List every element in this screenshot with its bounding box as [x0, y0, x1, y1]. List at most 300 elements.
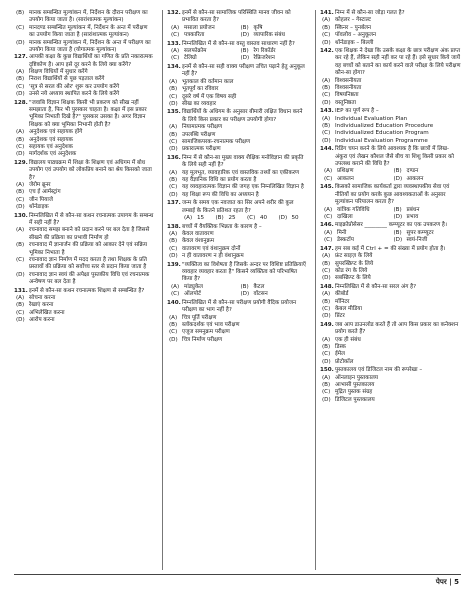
option-text: फ्रंट साइज़ के लिये — [335, 253, 373, 260]
question-block — [320, 146, 461, 183]
option-letter: (D) — [16, 91, 25, 98]
answer-option — [14, 25, 155, 40]
question-text: पुस्तकालय एवं डिजिटल नाम की रूपरेखा – — [335, 367, 423, 374]
option-text: उपलब्धि परीक्षण — [182, 131, 216, 138]
option-letter: (B) — [240, 48, 249, 55]
question-text: निम्न में से कौन-सा जोड़ा गलत है? — [335, 10, 405, 16]
answer-option — [322, 207, 392, 214]
answer-option — [167, 184, 308, 191]
answer-option — [392, 207, 462, 214]
option-grid — [320, 207, 461, 222]
option-letter: (B) — [322, 298, 331, 305]
question-text: निम्नलिखित में से कौन-सा कथन रचनात्मक उपागम के सम्बन्ध में सही नहीं है? — [29, 212, 154, 227]
option-letter: (B) — [240, 283, 249, 290]
option-text: 'सूत्र से सरल की ओर' शुरू कर उपयोग करेंगे — [29, 83, 120, 90]
question-header — [167, 300, 308, 315]
option-letter: (B) — [169, 131, 178, 138]
option-text: आकलन — [337, 175, 354, 182]
question-block — [167, 64, 308, 108]
option-letter: (B) — [393, 206, 402, 213]
option-letter: (C) — [169, 245, 178, 252]
question-text: हम सब कई में Ctrl + = की संख्या में प्रयोग होता है। — [335, 245, 446, 252]
answer-option — [169, 284, 239, 291]
option-letter: (B) — [16, 76, 25, 83]
question-block — [167, 224, 308, 261]
question-text: आपकी कक्षा के कुछ विद्यार्थियों का गणित के प्रति नकारात्मक दृष्टिकोण है। आप इसे दूर करने के लिये क्या करेंगे? — [29, 54, 153, 68]
option-text: अनुदेशक एवं सहायक होंगे — [29, 129, 83, 136]
option-text: मानक सम्बन्धित मूल्यांकन में, निर्देशन के अन्त में परीक्षण का उपयोग किया जाता है (योगात्मक मूल्यांकन) — [29, 39, 151, 53]
option-text: अनुदेशक एवं सहायक — [29, 136, 73, 143]
question-block — [320, 322, 461, 366]
answer-option — [320, 123, 461, 130]
option-letter: (D) — [322, 39, 331, 46]
answer-option — [167, 192, 308, 199]
question-header — [320, 184, 461, 206]
answer-option — [322, 230, 392, 237]
question-number: 129. — [14, 159, 28, 166]
option-text: चित्र निर्माण परीक्षण — [182, 336, 223, 343]
question-text: निम्नलिखित में से कौन-सा परीक्षण प्रयोगी वैदिक प्रयोजन परीक्षण का भाग नहीं है? — [182, 299, 297, 314]
question-number: 147. — [320, 245, 334, 252]
answer-option — [320, 375, 461, 382]
option-letter: (D) — [322, 358, 331, 365]
option-letter: (B) — [393, 168, 402, 175]
answer-option — [320, 116, 461, 123]
answer-option — [167, 253, 308, 260]
option-letter: (D) — [240, 55, 250, 62]
question-header — [320, 48, 461, 78]
option-letter: (B) — [322, 123, 331, 129]
question-number: 135. — [167, 109, 181, 116]
option-letter: (A) — [322, 77, 331, 84]
option-letter: (A) — [324, 168, 333, 175]
option-text: मिनी — [337, 229, 347, 236]
answer-option — [322, 214, 392, 221]
option-letter: (A) — [171, 48, 180, 55]
option-letter: (C) — [169, 138, 178, 145]
option-letter: (D) — [16, 271, 25, 278]
question-text: इनमें से कौन-सा कथन रचनात्मक शिक्षण से सम्बन्धित है? — [29, 287, 145, 294]
answer-option — [320, 313, 461, 320]
option-letter: (D) — [322, 275, 331, 282]
question-header — [167, 155, 308, 170]
question-header — [167, 200, 308, 215]
question-text: इनमें से कौन-सा सामाजिक परिस्थिति मानव जीवन को प्रभावित करता है? — [182, 10, 291, 24]
question-header — [14, 100, 155, 130]
question-block — [167, 300, 308, 344]
answer-option — [320, 389, 461, 396]
answer-option — [169, 32, 239, 39]
question-block — [320, 246, 461, 283]
column-divider — [162, 10, 163, 570]
answer-option — [322, 237, 392, 244]
question-text: "व्यक्तित्व का विशेषता है जिसके अन्दर पर विशिष्ट प्रतिक्रियाएँ व्यवहार व्यवहार करता है" किसने व्यक्तित्व को परिभाषित किया है? — [182, 261, 306, 283]
option-letter: (A) — [322, 115, 331, 122]
question-text: जन्म के समय एक नवजात का सिर अपने शरीर की कुल लम्बाई के कितने प्रतिशत रहता है? — [182, 200, 294, 214]
option-text: मॉनिटर — [335, 298, 350, 305]
option-letter: (B) — [322, 84, 331, 91]
option-letter: (C) — [16, 143, 25, 150]
option-text: मांड्युकेल — [184, 283, 203, 290]
option-text: ऑलपोर्ट — [184, 291, 201, 298]
option-letter: (C) — [324, 213, 333, 220]
option-letter: (D) — [322, 313, 331, 320]
option-text: भूतपूर्व का रविवार — [182, 86, 219, 93]
question-number: 134. — [167, 64, 181, 70]
option-letter: (D) — [240, 32, 250, 39]
answer-option — [167, 315, 308, 322]
column-divider — [315, 10, 316, 570]
option-letter: (B) — [169, 86, 178, 93]
option-letter: (B) — [169, 238, 178, 245]
question-number: 128. — [14, 99, 28, 106]
answer-option — [320, 275, 461, 282]
option-text: दण्डन — [406, 168, 419, 175]
question-header — [14, 288, 155, 295]
option-text: टेलिग्रो — [184, 55, 197, 62]
option-letter: (C) — [324, 237, 333, 244]
question-text: निम्नलिखित में से कौन-सा वस्तु वास्तव साधारण नहीं है? — [182, 40, 295, 47]
answer-option — [14, 137, 155, 144]
option-text: अभिलेखित करना — [29, 309, 65, 316]
answer-option — [245, 215, 277, 222]
option-text: 50 — [291, 215, 299, 222]
answer-option — [214, 215, 246, 222]
option-text: केवल वातावरण — [182, 231, 214, 237]
option-text: पत्रकारिता — [184, 32, 205, 39]
option-letter: (B) — [16, 189, 25, 196]
answer-option — [14, 91, 155, 98]
option-text: प्रभाव — [406, 213, 419, 220]
question-number: 143. — [320, 108, 334, 115]
option-letter: (D) — [16, 39, 25, 46]
option-text: रचनावाद ज्ञान स्वयं की अपेक्षा पुस्तकीय विधि एवं रचनात्मक अन्वेषण पर बल देता है — [29, 271, 150, 286]
option-text: 15 — [197, 215, 205, 222]
option-text: रचनावाद ज्ञान निर्माण में मदद करता है तथा शिक्षक के प्रति प्रस्तावों की प्रक्रिया को सर्वोच्च स्तर से प्रदान किया जाता है — [29, 256, 147, 271]
column-middle — [167, 10, 308, 345]
option-letter: (B) — [322, 344, 331, 350]
question-text: रिडिंग चयन करने के लिये आवश्यक है कि छात्रों में लिख-अंकुरा एवं लेखन कौशल जैसे बीच या शिशु किसी प्रकार को उपलब्ध कराने की विधि है? — [335, 146, 454, 168]
option-text: मानदण्ड सम्बन्धित मूल्यांकन में, निर्देशन के अन्त में परीक्षण का उपयोग किया जाता है (सारांशात्मक मूल्यांकन) — [29, 24, 148, 39]
option-letter: (D) — [16, 204, 25, 211]
option-text: विश्वसनीयता — [335, 84, 362, 91]
answer-option — [320, 32, 461, 39]
question-number: 148. — [320, 283, 334, 290]
answer-option — [167, 238, 308, 245]
question-number: 150. — [320, 367, 334, 374]
option-text: विश्वसनीयता — [335, 77, 362, 84]
question-block — [320, 222, 461, 244]
column-left — [14, 10, 155, 326]
question-block — [320, 10, 461, 47]
option-letter: (B) — [16, 136, 25, 143]
question-number: 136. — [167, 154, 181, 161]
option-letter: (C) — [322, 267, 331, 274]
answer-option — [320, 100, 461, 107]
question-text: IEP का पूर्ण रूप है – — [335, 108, 379, 115]
option-grid — [167, 215, 308, 222]
page-footer — [14, 574, 461, 589]
option-text: 40 — [260, 215, 268, 222]
option-letter: (C) — [171, 291, 180, 298]
option-letter: (D) — [169, 146, 178, 153]
option-text: शिक्षण विधियों में सुधार करेंगे — [29, 69, 88, 75]
option-text: Individual Evaluation Plan — [335, 115, 408, 122]
answer-option — [320, 359, 461, 366]
answer-option — [14, 242, 155, 257]
option-text: Individual Evaluation Programme — [335, 137, 428, 144]
question-block — [167, 41, 308, 63]
option-letter: (A) — [16, 182, 25, 188]
option-text: एच ई आर्मस्ट्रांग — [29, 189, 61, 196]
question-header — [320, 222, 461, 229]
question-block — [167, 109, 308, 153]
option-letter: (B) — [215, 215, 224, 222]
option-text: कोहलर – गेस्टाल्ट — [335, 17, 371, 24]
option-letter: (A) — [169, 231, 178, 237]
option-text: पॉवलोव – अनुकूलन — [335, 32, 377, 39]
page-number: पेपर | 5 — [435, 578, 459, 586]
question-text: इनमें से कौन-सा सही वाक्य परीक्षण उचित पढ़ाने हेतु अनुकूल नहीं है? — [182, 64, 305, 78]
answer-option — [320, 78, 461, 85]
option-text: चित्र पूर्ति परीक्षण — [182, 314, 217, 321]
question-block — [14, 54, 155, 98]
option-letter: (D) — [16, 151, 25, 158]
question-number: 141. — [320, 10, 334, 16]
option-text: कृषि — [253, 24, 263, 31]
option-letter: (A) — [184, 215, 193, 222]
option-text: मसाला प्रयोजन — [184, 24, 215, 31]
answer-option — [320, 291, 461, 298]
question-header — [167, 109, 308, 124]
option-text: नियामात्मक परीक्षण — [182, 124, 222, 131]
option-text: व्यापारिक संबंध — [253, 32, 285, 39]
answer-option — [320, 261, 461, 268]
answer-option — [239, 284, 309, 291]
answer-option — [322, 176, 392, 183]
option-text: आभासी पुस्तकालय — [335, 382, 375, 389]
option-text: उनसे नये अध्याय स्थापित करने के लिये करेंगे — [29, 91, 120, 98]
option-text: सुपर कम्प्यूटर — [406, 229, 434, 236]
question-header — [167, 224, 308, 231]
question-number: 127. — [14, 54, 28, 61]
option-letter: (B) — [16, 302, 25, 309]
option-text: रचनावाद समझ बनाने को प्रदान करने पर बल देता है जिससे सीखने की प्रक्रिया का प्रभावी निर्माण हो — [29, 227, 150, 241]
answer-option — [14, 151, 155, 158]
option-letter: (A) — [322, 253, 331, 260]
option-letter: (A) — [16, 129, 25, 136]
answer-option — [167, 329, 308, 336]
option-text: एक ही संबंध — [335, 336, 361, 343]
option-text: थॉर्नडाइक – बिल्ली — [335, 39, 374, 46]
answer-option — [14, 189, 155, 196]
option-letter: (D) — [322, 396, 331, 403]
question-header — [320, 146, 461, 168]
option-grid — [167, 48, 308, 63]
option-text: ऑनलाइन पुस्तकालय — [335, 374, 379, 381]
question-number: 139. — [167, 261, 181, 268]
answer-option — [167, 86, 308, 93]
question-number: 131. — [14, 287, 28, 294]
option-letter: (A) — [171, 283, 180, 290]
exam-page — [14, 10, 461, 570]
answer-option — [167, 94, 308, 101]
option-letter: (C) — [169, 329, 178, 336]
option-letter: (C) — [169, 93, 178, 100]
option-text: सामाजिकपरक-रचनात्मक परीक्षण — [182, 138, 251, 145]
option-text: जीन पियाजे — [29, 196, 53, 203]
question-header — [14, 54, 155, 69]
question-block — [14, 160, 155, 212]
question-header — [167, 262, 308, 284]
question-number: 146. — [320, 222, 334, 229]
column-right — [320, 10, 461, 405]
option-text: वातावरण एवं वंशानुक्रम दोनों — [182, 245, 241, 252]
option-text: सुपरस्क्रिप्ट के लिये — [335, 260, 374, 267]
answer-option — [320, 130, 461, 137]
answer-option — [182, 215, 214, 222]
question-block — [14, 288, 155, 325]
option-text: यांत्रिक गतिविधि — [337, 206, 370, 213]
answer-option — [14, 76, 155, 83]
option-letter: (C) — [16, 256, 25, 263]
option-letter: (C) — [16, 83, 25, 90]
option-text: रेखाएं करना — [29, 302, 54, 309]
option-letter: (D) — [240, 291, 250, 298]
question-number: 149. — [320, 321, 334, 328]
question-number: 145. — [320, 184, 334, 191]
option-text: आरोप करना — [29, 317, 55, 324]
question-number: 137. — [167, 200, 181, 207]
answer-option — [167, 170, 308, 177]
option-text: रेफ्रिजरेशन — [253, 55, 275, 62]
option-text: Individualized Education Program — [335, 130, 429, 137]
option-letter: (D) — [322, 99, 331, 106]
option-letter: (D) — [393, 175, 403, 182]
option-letter: (A) — [322, 291, 331, 298]
option-text: सोचना करना — [29, 295, 56, 301]
option-letter: (C) — [322, 389, 331, 396]
answer-option — [320, 253, 461, 260]
option-text: केवल वंशानुक्रम — [182, 238, 215, 245]
option-letter: (D) — [169, 253, 178, 260]
question-text: माइक्रोप्रोसेसर ________ कम्प्यूटर का एक उपकरण है। — [335, 222, 448, 229]
option-letter: (A) — [16, 69, 25, 75]
option-letter: (D) — [169, 191, 178, 198]
answer-option — [167, 101, 308, 108]
option-letter: (C) — [322, 351, 331, 358]
answer-option — [167, 124, 308, 131]
option-letter: (A) — [16, 227, 25, 234]
option-text: जेरोम ब्रूनर — [29, 182, 51, 188]
question-block — [320, 184, 461, 221]
option-text: यह व्यवहारात्मक विज्ञान की जगह एक निम्नलिखित विज्ञान है — [182, 184, 304, 191]
answer-option — [167, 146, 308, 153]
question-header — [320, 108, 461, 115]
option-text: प्रशिक्षण — [337, 168, 354, 175]
option-letter: (C) — [324, 175, 333, 182]
option-letter: (B) — [16, 242, 25, 249]
question-block — [320, 367, 461, 404]
question-text: "जवाबि विज्ञान शिक्षक किसी भी प्रकरण को सीख नहीं समझाता है, फिर भी पुरस्कार चाहता है। कक्षा में इस प्रकार भूमिका निभाती दिखे है?" पुरस्कार उसका है। अगर विज्ञान शिक्षक को क्या भूमिका निभानी होती है? — [29, 99, 147, 128]
answer-option — [392, 214, 462, 221]
option-text: एजूज समनुक्रम परीक्षण — [182, 329, 230, 336]
answer-option — [14, 272, 155, 287]
answer-option — [14, 227, 155, 242]
option-letter: (C) — [322, 305, 331, 312]
question-text: एक शिक्षक ने देखा कि उसके कक्षा के छात्र परीक्षण अंक प्राप्त कर रहे हैं, लेकिन सही नहीं कर पा रहे हैं। इसे सुधार किये जायें वह बच्चों को बताने का कार्य करने वाले परीक्षा के लिये परीक्षण कौन-सा होगा? — [335, 48, 461, 77]
option-text: यह वैज्ञानिक विधि का प्रयोग करता है — [182, 177, 257, 183]
option-text: मुद्रित पुस्तक संग्रह — [335, 389, 373, 396]
option-text: यह मूलभूत, व्यावहारिक एवं वास्तविक तथ्यों का एकीकरण — [182, 169, 300, 176]
question-text: बच्चों में वैयक्तिक भिन्नता के कारण है – — [182, 223, 262, 230]
option-letter: (C) — [322, 130, 331, 137]
answer-option — [392, 237, 462, 244]
option-letter: (D) — [393, 237, 403, 244]
option-grid — [167, 284, 308, 299]
option-text: सहायक एवं अनुदेशक — [29, 143, 73, 150]
option-letter: (D) — [278, 215, 288, 222]
option-letter: (C) — [169, 184, 178, 191]
answer-option — [320, 138, 461, 145]
option-letter: (A) — [169, 169, 178, 176]
option-letter: (B) — [322, 24, 331, 31]
option-text: रेग रिकॉर्डर — [253, 48, 276, 55]
answer-option — [320, 397, 461, 404]
question-text: विद्यार्थियों के अधिगम के अनुसार बीमारी लक्षित विधान करने के लिये किस प्रकार का परीक्षण उपयोगी होगा? — [182, 109, 303, 123]
option-letter: (B) — [322, 382, 331, 389]
answer-option — [392, 168, 462, 175]
option-text: यह शिक्षा रूप की विधि का अध्ययन है — [182, 191, 259, 198]
option-letter: (B) — [169, 321, 178, 328]
question-block — [320, 284, 461, 321]
option-text: कीबोर्ड — [335, 291, 349, 298]
option-text: स्किनर – पुनर्बलन — [335, 24, 372, 31]
option-letter: (D) — [393, 213, 403, 220]
question-number: 140. — [167, 299, 181, 306]
question-block — [14, 213, 155, 287]
question-text: किसको सामाजिक कार्यकर्ता द्वारा व्यवस्थापकीय सेवा एवं नीतियों का प्रयोग करके कुछ आवश्यकताओं के अनुसार मूल्यांकन परिपालन करता है? — [335, 184, 450, 206]
option-letter: (C) — [16, 309, 25, 316]
option-letter: (A) — [169, 314, 178, 321]
question-block — [320, 108, 461, 145]
option-text: वस्तुनिष्ठता — [335, 99, 356, 106]
question-text: निम्न में से कौन-सा मुख्य वाक्य शैक्षिक मनोविज्ञान की प्रकृति के लिये सही नहीं है? — [182, 154, 304, 169]
question-header — [167, 64, 308, 79]
question-header — [167, 10, 308, 25]
question-header — [167, 41, 308, 48]
option-text: स्वयं-निजी — [406, 237, 428, 244]
answer-option — [167, 132, 308, 139]
answer-option — [14, 317, 155, 324]
option-letter: (C) — [171, 32, 180, 39]
option-text: निराश विद्यार्थियों से पूछ पड़ताल करेंगे — [29, 76, 105, 83]
answer-option — [14, 257, 155, 272]
option-letter: (A) — [322, 17, 331, 24]
question-header — [14, 160, 155, 182]
answer-option — [169, 48, 239, 55]
option-grid — [320, 168, 461, 183]
option-text: भूतकाल की वर्तमान काल — [182, 78, 234, 85]
option-text: केबल मीडिया — [335, 305, 362, 312]
option-letter: (C) — [247, 215, 256, 222]
option-text: प्रिंटर — [335, 313, 345, 320]
option-text: थॉर्नडाइक — [29, 204, 49, 211]
option-text: डिजिटल पुस्तकालय — [335, 396, 375, 403]
question-header — [320, 367, 461, 374]
option-letter: (A) — [169, 78, 178, 85]
option-text: सलफोक्रोम — [184, 48, 207, 55]
